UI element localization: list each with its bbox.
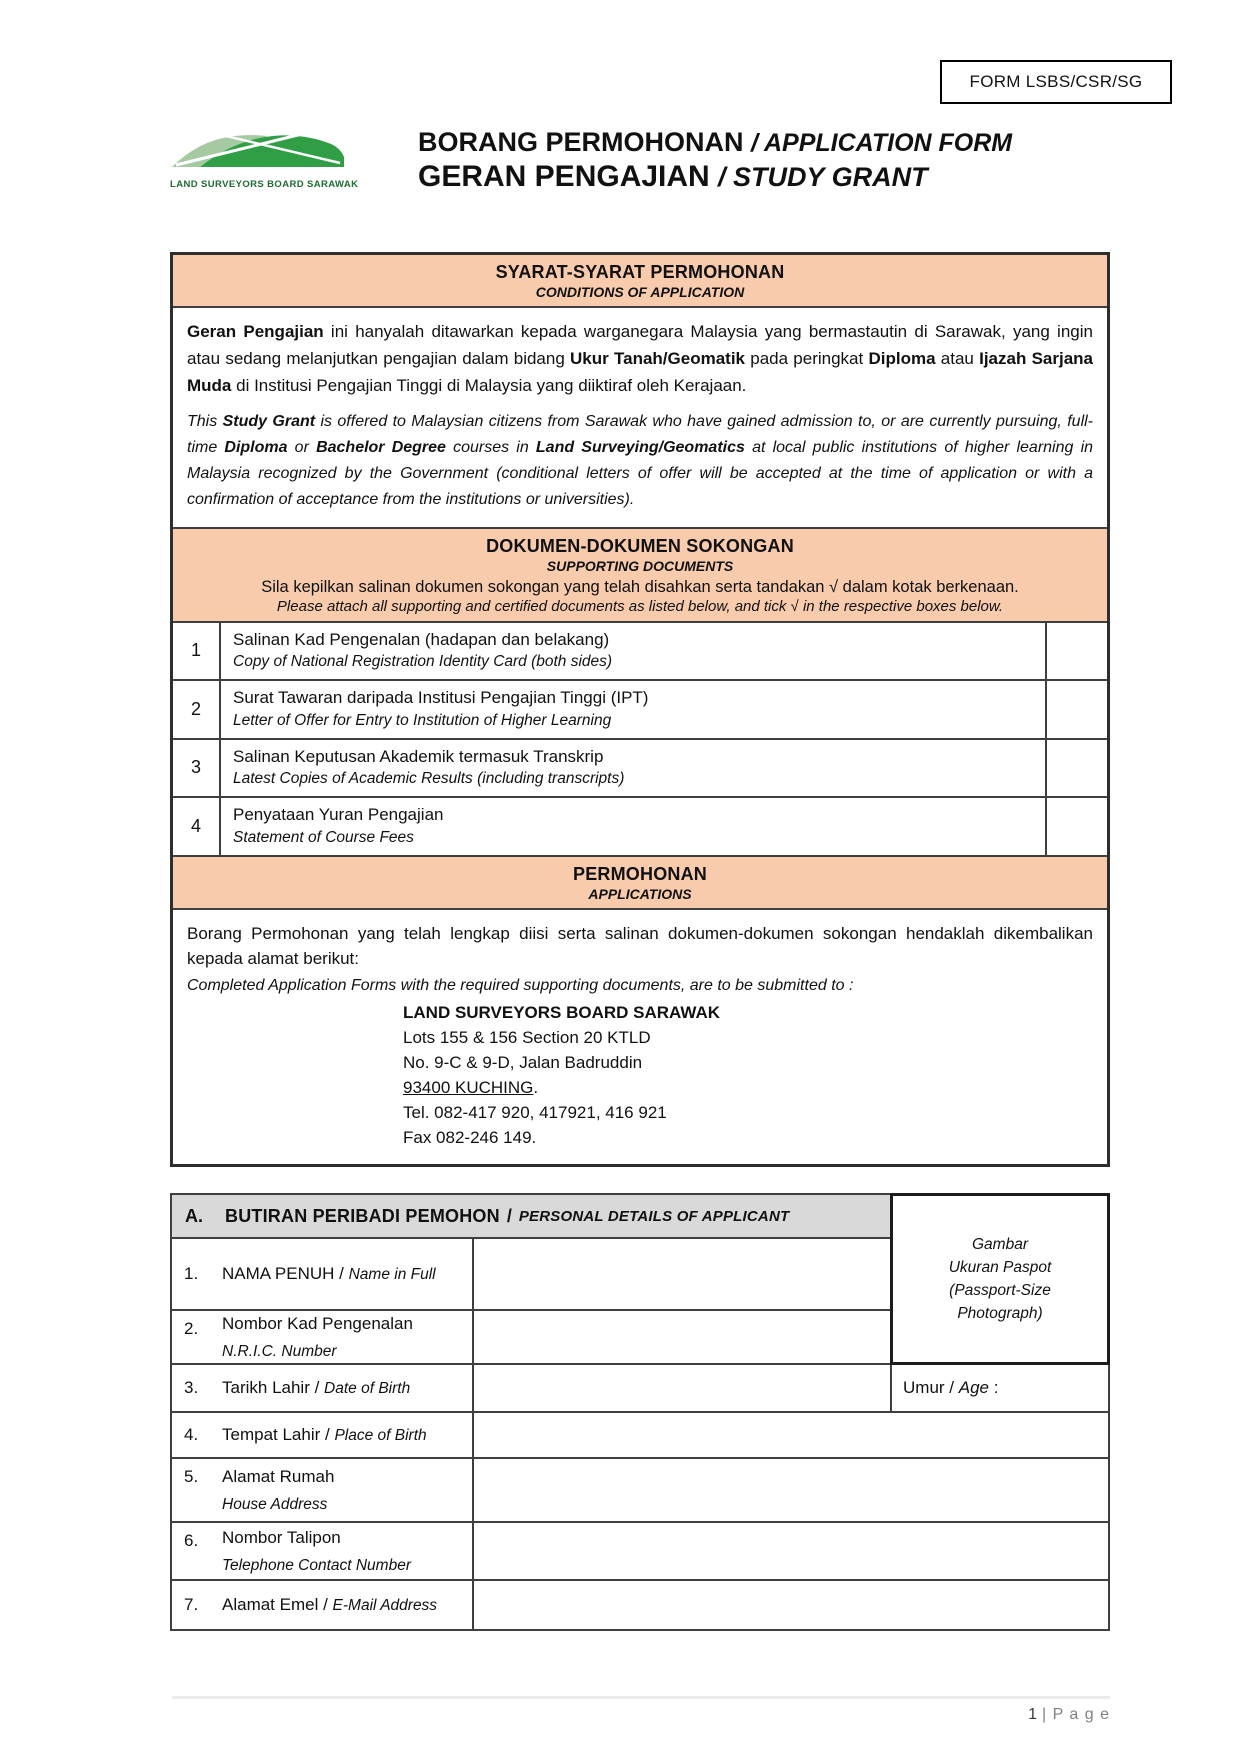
field-label xyxy=(172,1413,472,1457)
doc-description-ms: Salinan Keputusan Akademik termasuk Transkrip xyxy=(233,746,604,766)
applications-body xyxy=(173,910,1107,1164)
field-row-dob xyxy=(170,1365,1110,1413)
form-content xyxy=(170,252,1110,1631)
field-label-text xyxy=(222,1462,334,1519)
field-label-en: Name in Full xyxy=(348,1266,436,1284)
address-org-name: LAND SURVEYORS BOARD SARAWAK xyxy=(403,1003,721,1023)
applications-paragraph-en: Completed Application Forms with the required supporting documents, are to be submitted to : xyxy=(187,976,854,994)
age-label: Umur / Age : xyxy=(903,1378,999,1398)
doc-row-1 xyxy=(173,623,1107,682)
doc-number: 4 xyxy=(173,798,221,855)
applications-heading-ms: PERMOHONAN xyxy=(572,863,707,884)
field-row-birthplace xyxy=(170,1413,1110,1459)
nric-input-cell[interactable] xyxy=(472,1311,890,1363)
conditions-paragraph-en: This Study Grant is offered to Malaysian citizens from Sarawak who have gained admission to, or are currently pursuing, full-time Diploma or Bachelor Degree courses in Land Surveying/Geomatics at local public institutions of higher learning in Malaysia recognized by the Government (conditional letters of offer will be accepted at the time of application or with a confirmation of acceptance from the institutions or universities). xyxy=(187,412,1094,509)
field-label-text xyxy=(222,1523,411,1580)
title-en-2: / STUDY GRANT xyxy=(718,161,928,192)
field-label-text xyxy=(222,1309,413,1366)
address-line-2: No. 9-C & 9-D, Jalan Badruddin xyxy=(403,1053,643,1073)
photo-box-line-1: Gambar xyxy=(972,1235,1028,1253)
tick-box-cell[interactable] xyxy=(1045,740,1107,797)
logo-caption: LAND SURVEYORS BOARD SARAWAK xyxy=(170,179,359,190)
doc-number: 2 xyxy=(173,681,221,738)
tick-box-cell[interactable] xyxy=(1045,681,1107,738)
applications-heading-en: APPLICATIONS xyxy=(588,885,692,902)
field-label-ms: Tempat Lahir xyxy=(222,1425,321,1445)
doc-description-en: Copy of National Registration Identity Card (both sides) xyxy=(233,653,613,671)
doc-row-4 xyxy=(173,798,1107,857)
field-number: 3. xyxy=(184,1378,199,1398)
personal-details-heading-ms: BUTIRAN PERIBADI PEMOHON xyxy=(225,1205,500,1226)
conditions-paragraph-ms: Geran Pengajian ini hanyalah ditawarkan kepada warganegara Malaysia yang bermastautin di Sarawak, yang ingin atau sedang melanjutkan pengajian dalam bidang Ukur Tanah/Geomatik pada peringkat Diploma atau Ijazah Sarjana Muda di Institusi Pengajian Tinggi di Malaysia yang diiktiraf oleh Kerajaan. xyxy=(187,322,1093,395)
home-address-input-cell[interactable] xyxy=(472,1459,1108,1521)
page-title xyxy=(418,120,1012,196)
lsbs-logo-icon xyxy=(170,126,348,172)
doc-description-ms: Penyataan Yuran Pengajian xyxy=(233,805,444,825)
conditions-heading-en: CONDITIONS OF APPLICATION xyxy=(535,284,745,300)
doc-row-2 xyxy=(173,681,1107,740)
doc-description xyxy=(221,623,1045,680)
passport-photo-box xyxy=(890,1193,1110,1365)
conditions-section-header xyxy=(173,255,1107,308)
title-en-1: / APPLICATION FORM xyxy=(751,129,1013,157)
doc-description-en: Letter of Offer for Entry to Institution of Higher Learning xyxy=(233,711,612,729)
field-label-text xyxy=(222,1420,427,1450)
tick-box-cell[interactable] xyxy=(1045,798,1107,855)
form-reference-tag xyxy=(940,60,1172,104)
doc-description xyxy=(221,798,1045,855)
page-footer xyxy=(170,1706,1110,1724)
address-line-3: 93400 KUCHING. xyxy=(403,1078,539,1098)
section-letter: A. xyxy=(185,1205,203,1226)
field-label-en: N.R.I.C. Number xyxy=(222,1343,337,1361)
photo-box-line-4: Photograph) xyxy=(957,1305,1043,1323)
conditions-body xyxy=(173,308,1107,529)
supporting-docs-heading-ms: DOKUMEN-DOKUMEN SOKONGAN xyxy=(486,535,794,556)
doc-description xyxy=(221,740,1045,797)
personal-details-header xyxy=(170,1193,892,1239)
supporting-docs-heading-en: SUPPORTING DOCUMENTS xyxy=(546,557,734,574)
heading-separator: / xyxy=(506,1205,512,1226)
field-label xyxy=(172,1523,472,1579)
doc-description-en: Latest Copies of Academic Results (including transcripts) xyxy=(233,770,625,788)
address-fax: Fax 082-246 149. xyxy=(403,1128,537,1148)
field-row-email xyxy=(170,1581,1110,1631)
age-input-cell[interactable] xyxy=(890,1365,1108,1411)
address-telephone: Tel. 082-417 920, 417921, 416 921 xyxy=(403,1103,667,1123)
logo-graphic xyxy=(170,120,370,190)
field-label-sep: / xyxy=(334,1264,349,1284)
title-ms-1: BORANG PERMOHONAN xyxy=(418,127,752,157)
field-label-ms: Alamat Rumah xyxy=(222,1466,335,1486)
field-label-en: Date of Birth xyxy=(324,1380,411,1398)
field-row-nric xyxy=(170,1311,892,1365)
applications-section-header xyxy=(173,857,1107,910)
footer-divider xyxy=(172,1696,1110,1699)
field-label-ms: Alamat Emel xyxy=(222,1595,319,1615)
doc-description-en: Statement of Course Fees xyxy=(233,828,414,846)
supporting-docs-header xyxy=(173,529,1107,623)
page-label: | P a g e xyxy=(1041,1706,1110,1723)
supporting-docs-instruction-en: Please attach all supporting and certified documents as listed below, and tick √ in the respective boxes below. xyxy=(276,597,1004,615)
field-label-en: Place of Birth xyxy=(334,1427,427,1445)
page-header xyxy=(170,120,1012,196)
field-label-sep: / xyxy=(318,1595,333,1615)
doc-row-3 xyxy=(173,740,1107,799)
field-label-text xyxy=(222,1259,436,1289)
field-label xyxy=(172,1239,472,1309)
field-label xyxy=(172,1459,472,1521)
conditions-heading-ms: SYARAT-SYARAT PERMOHONAN xyxy=(495,262,785,282)
name-input-cell[interactable] xyxy=(472,1239,890,1309)
telephone-input-cell[interactable] xyxy=(472,1523,1108,1579)
doc-description xyxy=(221,681,1045,738)
field-number: 2. xyxy=(184,1319,199,1339)
birthplace-input-cell[interactable] xyxy=(472,1413,1108,1457)
applications-paragraph-ms: Borang Permohonan yang telah lengkap diisi serta salinan dokumen-dokumen sokongan hendaklah dikembalikan kepada alamat berikut: xyxy=(187,923,1093,969)
field-label-text xyxy=(222,1590,437,1620)
field-label xyxy=(172,1311,472,1363)
photo-box-line-2: Ukuran Paspot xyxy=(948,1258,1052,1276)
field-row-home-address xyxy=(170,1459,1110,1523)
field-number: 5. xyxy=(184,1467,199,1487)
field-number: 7. xyxy=(184,1595,199,1615)
field-label-sep: / xyxy=(320,1425,335,1445)
dob-input-cell[interactable] xyxy=(472,1365,890,1411)
field-label-ms: NAMA PENUH xyxy=(222,1264,335,1284)
field-label-text xyxy=(222,1373,410,1403)
title-line-2 xyxy=(418,159,1012,196)
field-label xyxy=(172,1581,472,1629)
field-number: 4. xyxy=(184,1425,199,1445)
field-row-name xyxy=(170,1239,892,1311)
field-label-sep: / xyxy=(309,1378,325,1398)
personal-details-heading-en: PERSONAL DETAILS OF APPLICANT xyxy=(518,1207,790,1225)
title-ms-2: GERAN PENGAJIAN xyxy=(418,159,719,193)
title-line-1 xyxy=(418,126,1012,159)
email-input-cell[interactable] xyxy=(472,1581,1108,1629)
tick-box-cell[interactable] xyxy=(1045,623,1107,680)
page-number: 1 xyxy=(1028,1706,1037,1723)
field-label-en: E-Mail Address xyxy=(332,1597,438,1615)
doc-number: 1 xyxy=(173,623,221,680)
field-row-telephone xyxy=(170,1523,1110,1581)
field-number: 6. xyxy=(184,1531,199,1551)
conditions-and-docs-table xyxy=(170,252,1110,1167)
field-label-ms: Nombor Talipon xyxy=(222,1527,341,1547)
form-reference-text: FORM LSBS/CSR/SG xyxy=(969,72,1143,91)
supporting-docs-instruction-ms: Sila kepilkan salinan dokumen sokongan yang telah disahkan serta tandakan √ dalam kotak berkenaan. xyxy=(261,577,1019,596)
field-label-en: Telephone Contact Number xyxy=(222,1557,411,1575)
field-label-ms: Tarikh Lahir xyxy=(222,1378,310,1398)
doc-number: 3 xyxy=(173,740,221,797)
field-label-ms: Nombor Kad Pengenalan xyxy=(222,1313,413,1333)
field-label-en: House Address xyxy=(222,1496,328,1514)
photo-box-line-3: (Passport-Size xyxy=(949,1282,1051,1300)
doc-description-ms: Surat Tawaran daripada Institusi Pengajian Tinggi (IPT) xyxy=(233,688,649,708)
submission-address xyxy=(403,1001,1093,1151)
doc-description-ms: Salinan Kad Pengenalan (hadapan dan belakang) xyxy=(233,629,610,649)
personal-details-section xyxy=(170,1193,1110,1631)
field-label xyxy=(172,1365,472,1411)
address-line-1: Lots 155 & 156 Section 20 KTLD xyxy=(403,1028,651,1048)
field-number: 1. xyxy=(184,1264,199,1284)
